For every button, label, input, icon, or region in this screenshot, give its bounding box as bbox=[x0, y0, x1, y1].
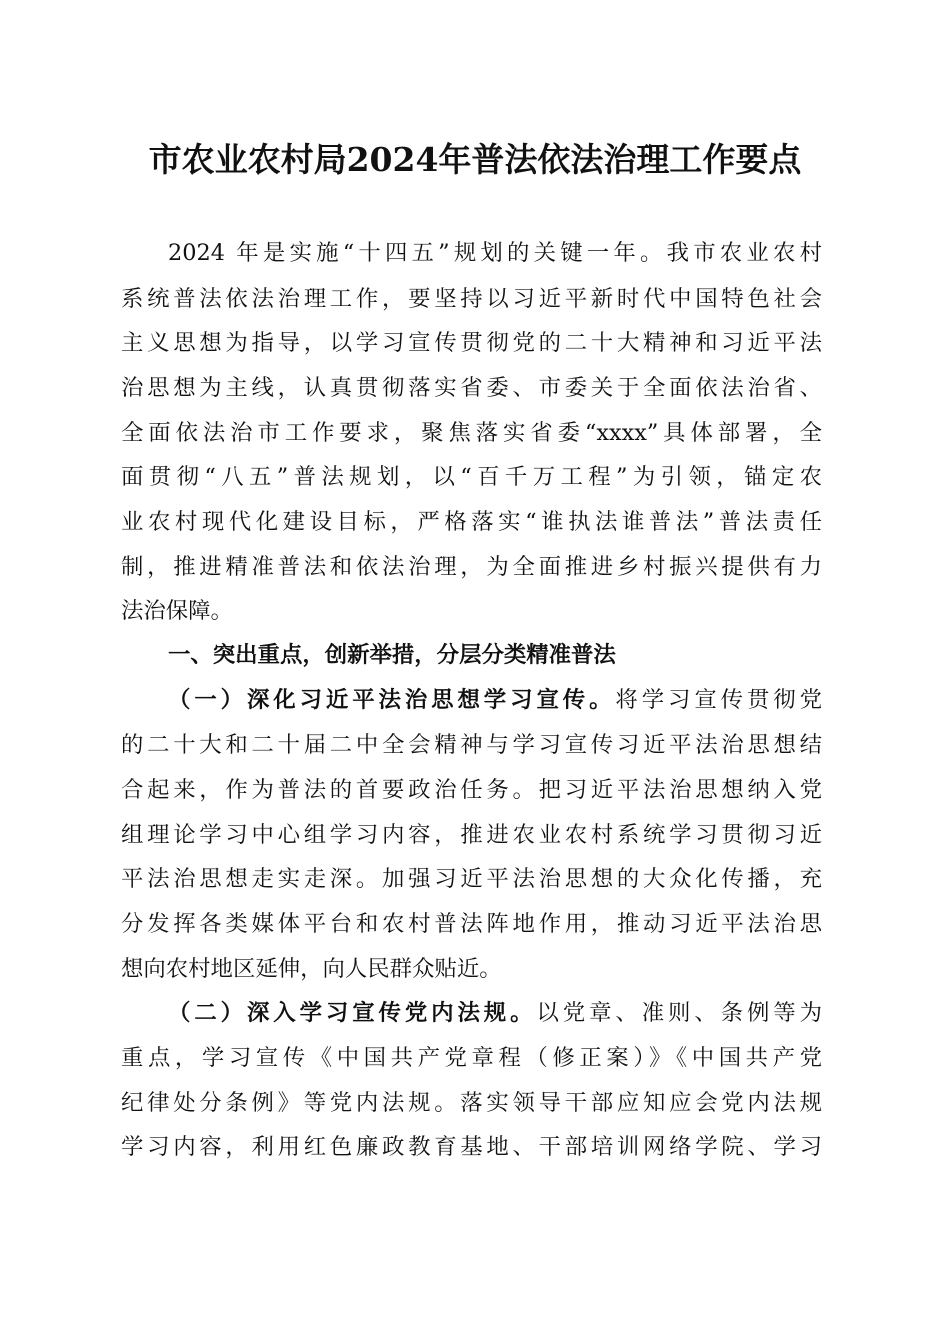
item-1-line-7: 想向农村地区延伸，向人民群众贴近。 bbox=[121, 956, 502, 982]
intro-line-7: 业农村现代化建设目标，严格落实“谁执法谁普法”普法责任 bbox=[121, 509, 822, 535]
item-1-line-5: 平法治思想走实走深。加强习近平法治思想的大众化传播，充 bbox=[121, 866, 822, 892]
item-1-line-2: 的二十大和二十届二中全会精神与学习宣传习近平法治思想结 bbox=[121, 732, 822, 758]
item-1-line-4: 组理论学习中心组学习内容，推进农业农村系统学习贯彻习近 bbox=[121, 822, 822, 848]
item-2-lead: （二）深入学习宣传党内法规。 bbox=[168, 1000, 537, 1026]
intro-line-8: 制，推进精准普法和依法治理，为全面推进乡村振兴提供有力 bbox=[121, 554, 822, 580]
intro-line-2: 系统普法依法治理工作，要坚持以习近平新时代中国特色社会 bbox=[121, 286, 822, 312]
item-1-lead: （一）深化习近平法治思想学习宣传。 bbox=[168, 687, 616, 713]
item-1-line-3: 合起来，作为普法的首要政治任务。把习近平法治思想纳入党 bbox=[121, 777, 822, 803]
intro-line-5: 全面依法治市工作要求，聚焦落实省委“xxxx”具体部署，全 bbox=[121, 420, 822, 446]
item-2-line-1 bbox=[168, 998, 822, 1028]
item-1-line-1 bbox=[168, 685, 822, 715]
intro-line-9: 法治保障。 bbox=[121, 598, 233, 624]
section-1-heading: 一、突出重点，创新举措，分层分类精准普法 bbox=[168, 642, 616, 668]
document-title: 市农业农村局2024年普法依法治理工作要点 bbox=[148, 140, 802, 179]
item-1-first-rest: 将学习宣传贯彻党 bbox=[615, 687, 823, 713]
intro-line-6: 面贯彻“八五”普法规划，以“百千万工程”为引领，锚定农 bbox=[121, 464, 822, 490]
intro-line-3: 主义思想为指导，以学习宣传贯彻党的二十大精神和习近平法 bbox=[121, 330, 822, 356]
intro-line-4: 治思想为主线，认真贯彻落实省委、市委关于全面依法治省、 bbox=[121, 375, 822, 401]
intro-line-1: 2024 年是实施“十四五”规划的关键一年。我市农业农村 bbox=[168, 240, 822, 266]
item-2-line-3: 纪律处分条例》等党内法规。落实领导干部应知应会党内法规 bbox=[121, 1090, 822, 1116]
item-2-line-4: 学习内容，利用红色廉政教育基地、干部培训网络学院、学习 bbox=[121, 1134, 822, 1160]
item-1-line-6: 分发挥各类媒体平台和农村普法阵地作用，推动习近平法治思 bbox=[121, 911, 822, 937]
item-2-first-rest: 以党章、准则、条例等为 bbox=[536, 1000, 823, 1026]
item-2-line-2: 重点，学习宣传《中国共产党章程（修正案）》《中国共产党 bbox=[121, 1045, 822, 1071]
